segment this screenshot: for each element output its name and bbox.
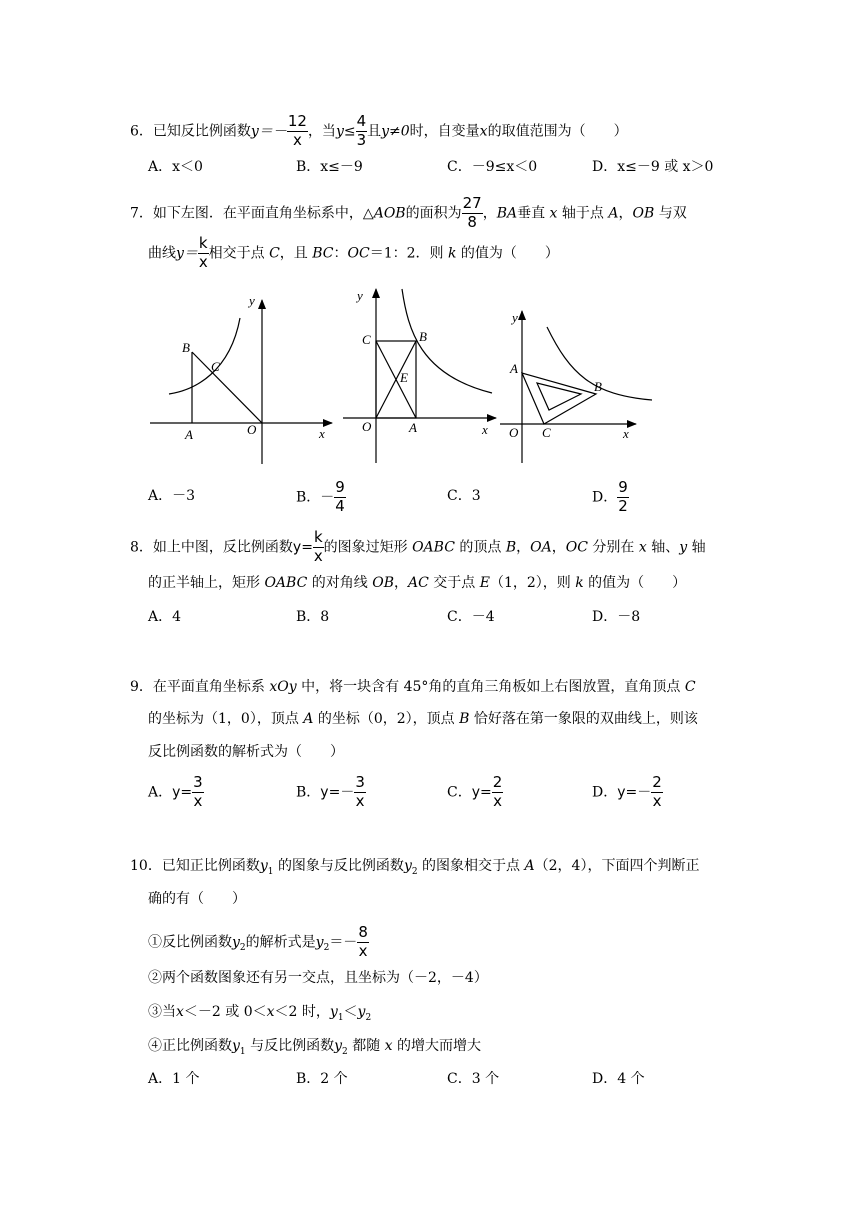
q8-stem-line2: 的正半轴上，矩形 OABC 的对角线 OB，AC 交于点 E（1，2），则 k 的值为（ ）	[148, 575, 687, 591]
q8-k-fraction: $\frac{k}{x}$	[313, 528, 323, 565]
fig3-triangle-outer	[522, 373, 596, 424]
q10-statement-4: ④正比例函数$y_1$ 与反比例函数$y_2$ 都随 x 的增大而增大	[148, 1038, 482, 1057]
q8-option-a[interactable]: A．4	[148, 609, 182, 625]
fig3-label-x: x	[623, 426, 629, 441]
fig2-label-o: O	[362, 419, 372, 434]
figure-middle	[343, 289, 496, 463]
q7-number: 7．	[130, 205, 153, 222]
q9-option-c[interactable]: C．y= $\frac{2}{x}$	[447, 773, 503, 810]
fig2-label-c: C	[362, 332, 371, 347]
fig1-label-a: A	[185, 427, 193, 442]
q8-option-c[interactable]: C．－4	[447, 609, 495, 625]
q9-option-d[interactable]: D．y=－ $\frac{2}{x}$	[592, 773, 662, 810]
fig3-label-y: y	[512, 310, 518, 325]
q7-area-fraction: $\frac{27}{8}$	[462, 194, 482, 231]
q8-stem-line1: 8．如上中图，反比例函数y= $\frac{k}{x}$ 的图象过矩形 OABC 的顶点 B，OA，OC 分别在 x 轴、y 轴	[130, 528, 706, 565]
q6-option-d[interactable]: D．x≤－9 或 x＞0	[592, 159, 714, 175]
fig2-label-a: A	[409, 420, 417, 435]
q10-number: 10．	[130, 858, 162, 874]
q10-statement-1: ①反比例函数$y_2$的解析式是$y_2=-$ $\frac{8}{x}$	[148, 923, 368, 960]
fig1-label-y: y	[249, 293, 255, 308]
figures	[0, 0, 860, 480]
fig3-label-c: C	[542, 425, 551, 440]
fig1-label-o: O	[247, 422, 257, 437]
fig3-label-a: A	[510, 361, 518, 376]
q10-option-a[interactable]: A．1 个	[148, 1071, 200, 1087]
q8-number: 8．	[130, 539, 153, 556]
fig2-label-b: B	[419, 329, 427, 344]
q7-option-b[interactable]: B．－ $\frac{9}{4}$	[296, 478, 345, 515]
q10-stem-line1: 10．已知正比例函数$y_1$ 的图象与反比例函数$y_2$ 的图象相交于点 A（2，4），下面四个判断正	[130, 858, 700, 877]
fig3-label-o: O	[509, 425, 519, 440]
fig1-hyperbola	[169, 318, 240, 394]
q9-option-b[interactable]: B．y=－ $\frac{3}{x}$	[296, 773, 365, 810]
q10-statement-2: ②两个函数图象还有另一交点，且坐标为（－2，－4）	[148, 970, 488, 986]
q6-cond-fraction: $\frac{4}{3}$	[356, 112, 367, 149]
fig1-label-x: x	[319, 426, 325, 441]
q6-option-b[interactable]: B．x≤－9	[296, 159, 363, 175]
figure-left	[150, 300, 332, 464]
q8-option-b[interactable]: B．8	[296, 609, 330, 625]
fig3-label-b: B	[594, 379, 602, 394]
q8-option-d[interactable]: D．－8	[592, 609, 641, 625]
q6-fraction: $\frac{12}{x}$	[287, 112, 307, 149]
q6-option-c[interactable]: C．－9≤x＜0	[447, 159, 538, 175]
fig1-label-c: C	[211, 359, 220, 374]
q10-statement-3: ③当x＜－2 或 0＜x＜2 时，$y_1<y_2$	[148, 1004, 372, 1023]
fig1-segment-bo	[192, 352, 262, 423]
q10-option-c[interactable]: C．3 个	[447, 1071, 500, 1087]
fig2-label-y: y	[357, 288, 363, 303]
fig2-label-e: E	[400, 370, 408, 385]
q9-stem-line3: 反比例函数的解析式为（ ）	[148, 744, 344, 760]
fig2-label-x: x	[482, 422, 488, 437]
q7-option-a[interactable]: A．－3	[148, 488, 196, 504]
q7-option-d[interactable]: D． $\frac{9}{2}$	[592, 478, 628, 515]
q10-option-d[interactable]: D．4 个	[592, 1071, 645, 1087]
q7-stem-line1: 7．如下左图．在平面直角坐标系中，△AOB的面积为 $\frac{27}{8}$ ，BA垂直 x 轴于点 A，OB 与双	[130, 194, 687, 231]
q7-k-fraction: $\frac{k}{x}$	[198, 234, 208, 271]
q7-option-c[interactable]: C．3	[447, 488, 481, 504]
q9-stem-line1: 9．在平面直角坐标系 xOy 中，将一块含有 45°角的直角三角板如上右图放置，直角顶点 C	[130, 679, 696, 695]
q6-stem: 6．已知反比例函数y＝－ $\frac{12}{x}$ ，当y≤ $\frac{4}{3}$ 且y≠0时，自变量x的取值范围为（ ）	[130, 112, 628, 149]
q9-stem-line2: 的坐标为（1，0），顶点 A 的坐标（0，2），顶点 B 恰好落在第一象限的双曲线上，则该	[148, 711, 698, 727]
q10-option-b[interactable]: B．2 个	[296, 1071, 348, 1087]
q10-stem-line2: 确的有（ ）	[148, 891, 246, 907]
q9-option-a[interactable]: A．y= $\frac{3}{x}$	[148, 773, 203, 810]
q7-stem-line2: 曲线y＝ $\frac{k}{x}$ 相交于点 C，且 BC：OC＝1：2．则 k 的值为（ ）	[148, 234, 559, 271]
figure-right	[500, 311, 652, 463]
q6-option-a[interactable]: A．x＜0	[148, 159, 203, 175]
q6-number: 6．	[130, 123, 153, 140]
q9-number: 9．	[130, 679, 153, 695]
fig1-label-b: B	[182, 340, 190, 355]
